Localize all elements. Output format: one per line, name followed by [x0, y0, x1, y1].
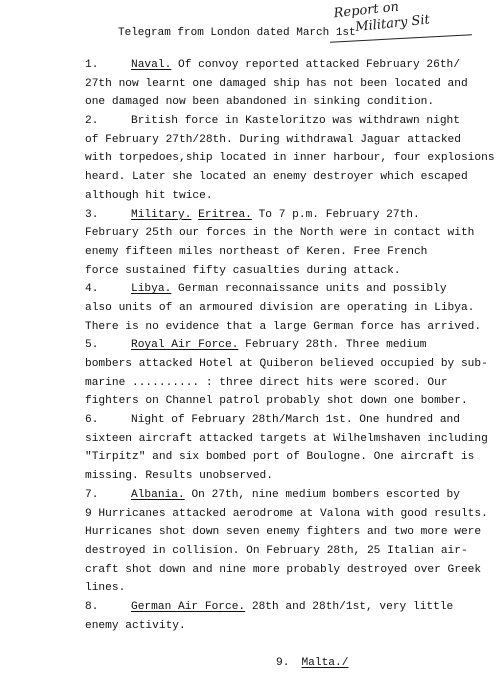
- line-text: On 27th, nine medium bombers escorted by: [191, 488, 460, 501]
- text-line: [85, 336, 465, 355]
- paragraph-number: 2.: [85, 115, 99, 128]
- line-text: February 28th. Three medium: [245, 339, 427, 352]
- text-line: force sustained fifty casualties during attack.: [85, 264, 401, 277]
- telegram-title: Telegram from London dated March 1st: [118, 27, 356, 39]
- line-text: German reconnaissance units and possibly: [178, 283, 447, 296]
- handwritten-note-line-1: Report on: [333, 0, 400, 22]
- paragraph-number: 3.: [85, 208, 99, 221]
- section-heading: Royal Air Force.: [131, 339, 239, 352]
- paragraph-number: 1.: [85, 59, 99, 71]
- section-subheading: Eritrea.: [198, 208, 252, 221]
- text-line: 27th now learnt one damaged ship has not been located and: [85, 77, 468, 90]
- text-line: also units of an armoured division are operating in Libya.: [85, 301, 475, 314]
- paragraph-1: [85, 56, 468, 112]
- line-text: 28th and 28th/1st, very little: [251, 600, 454, 613]
- paragraph-8: [85, 598, 465, 635]
- text-line: missing. Results unobserved.: [85, 470, 273, 483]
- text-line: [85, 486, 465, 505]
- section-heading: Naval.: [131, 59, 172, 71]
- text-line: [85, 598, 465, 617]
- section-heading: Libya.: [131, 283, 172, 296]
- text-line: fighters on Channel patrol probably shot down one bomber.: [85, 395, 468, 408]
- text-line: marine .......... : three direct hits were scored. Our: [85, 376, 448, 389]
- handwritten-note-line-2: Military Sit: [354, 12, 431, 36]
- telegram-body: [85, 56, 495, 635]
- paragraph-5: [85, 336, 488, 411]
- paragraph-number: 6.: [85, 414, 99, 427]
- text-line: [85, 56, 465, 75]
- text-line: [85, 411, 465, 430]
- text-line: There is no evidence that a large German force has arrived.: [85, 320, 482, 333]
- handwritten-annotation: [333, 0, 457, 50]
- text-line: February 25th our forces in the North were in contact with: [85, 227, 475, 240]
- text-line: enemy activity.: [85, 619, 186, 632]
- text-line: lines.: [85, 582, 126, 595]
- section-heading: German Air Force.: [131, 600, 246, 613]
- text-line: sixteen aircraft attacked targets at Wilhelmshaven including: [85, 432, 488, 445]
- section-heading: Military.: [131, 208, 192, 221]
- text-line: Hurricanes shot down seven enemy fighters and two more were: [85, 526, 482, 539]
- text-line: heard. Later she located an enemy destroyer which escaped: [85, 171, 468, 184]
- line-text: To 7 p.m. February 27th.: [258, 208, 420, 221]
- text-line: although hit twice.: [85, 189, 213, 202]
- paragraph-7: [85, 486, 488, 598]
- text-line: [85, 280, 465, 299]
- paragraph-2: [85, 112, 495, 205]
- continuation-number: 9.: [276, 657, 290, 669]
- continuation-heading: Malta./: [301, 657, 349, 669]
- text-line: [85, 206, 465, 225]
- paragraph-number: 8.: [85, 600, 99, 613]
- paragraph-number: 7.: [85, 488, 99, 501]
- text-line: [85, 112, 465, 131]
- paragraph-3: [85, 206, 475, 281]
- paragraph-6: [85, 411, 488, 486]
- continuation-marker: [276, 657, 348, 669]
- text-line: with torpedoes,ship located in inner harbour, four explosions: [85, 152, 495, 165]
- paragraph-4: [85, 280, 482, 336]
- text-line: "Tirpitz" and six bombed port of Boulogne. One aircraft is: [85, 451, 475, 464]
- text-line: craft shot down and nine more probably destroyed over Greek: [85, 563, 482, 576]
- text-line: enemy fifteen miles northeast of Keren. Free French: [85, 245, 428, 258]
- text-line: bombers attacked Hotel at Quiberon believed occupied by sub-: [85, 358, 488, 370]
- paragraph-number: 5.: [85, 339, 99, 352]
- text-line: of February 27th/28th. During withdrawal Jaguar attacked: [85, 133, 461, 146]
- text-line: 9 Hurricanes attacked aerodrome at Valona with good results.: [85, 507, 488, 520]
- line-text: Night of February 28th/March 1st. One hundred and: [131, 414, 460, 427]
- paragraph-number: 4.: [85, 283, 99, 296]
- line-text: Of convoy reported attacked February 26th/: [178, 59, 460, 71]
- text-line: one damaged now been abandoned in sinking condition.: [85, 96, 435, 109]
- line-text: British force in Kasteloritzo was withdrawn night: [131, 115, 460, 128]
- text-line: destroyed in collision. On February 28th, 25 Italian air-: [85, 544, 468, 557]
- section-heading: Albania.: [131, 488, 185, 501]
